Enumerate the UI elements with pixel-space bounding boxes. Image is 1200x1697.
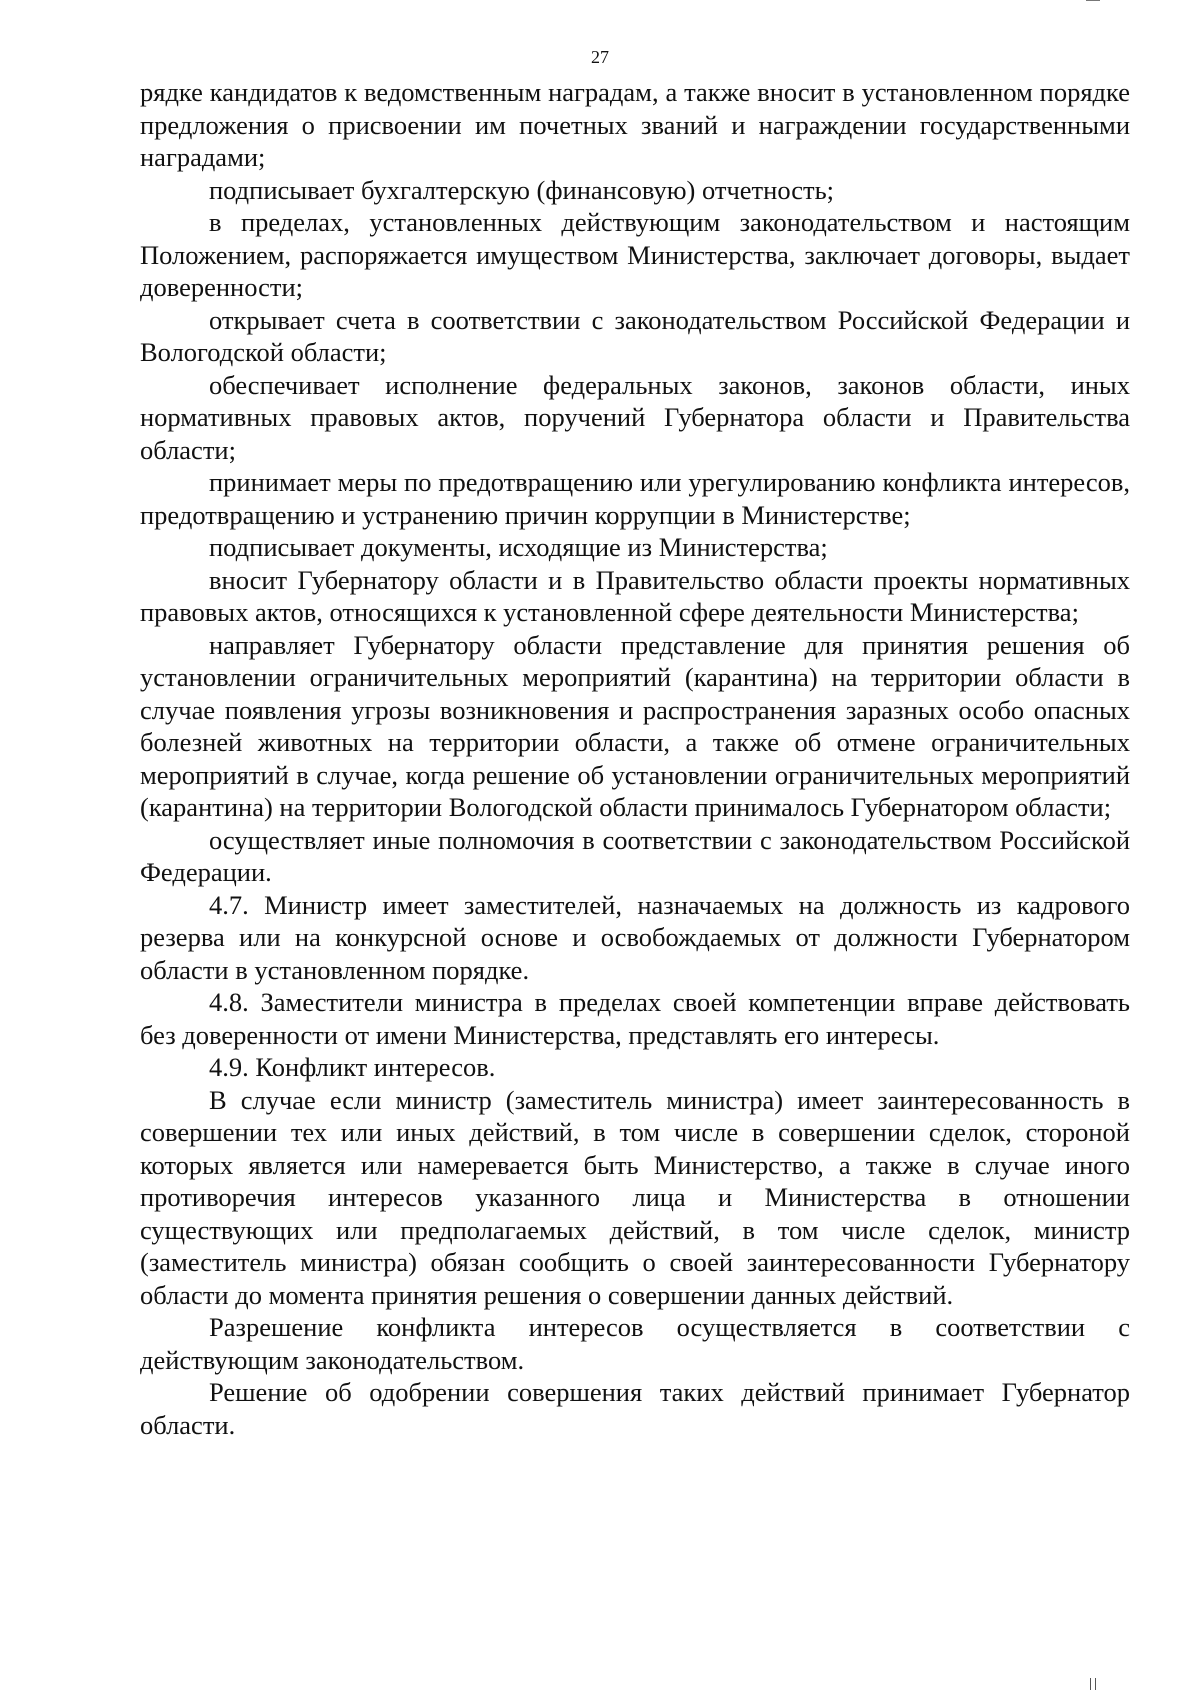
page-number: 27 (591, 47, 609, 67)
paragraph: вносит Губернатору области и в Правительство области проекты нормативных правовых актов, относящихся к установленной сфере деятельности Министерства; (140, 564, 1130, 627)
paragraph-continuation: рядке кандидатов к ведомственным наградам, а также вносит в установленном порядке предложения о присвоении им почетных званий и награждении государственными наградами; (140, 77, 1130, 172)
clause-4-8: 4.8. Заместители министра в пределах своей компетенции вправе действовать без доверенности от имени Министерства, представлять его интересы. (140, 987, 1130, 1050)
scan-artifact-bottom (1090, 1677, 1108, 1691)
paragraph: в пределах, установленных действующим законодательством и настоящим Положением, распоряжается имуществом Министерства, заключает договоры, выдает доверенности; (140, 207, 1130, 302)
paragraph: Разрешение конфликта интересов осуществляется в соответствии с действующим законодательством. (140, 1312, 1130, 1375)
paragraph: В случае если министр (заместитель министра) имеет заинтересованность в совершении тех или иных действий, в том числе в совершении сделок, стороной которых является или намеревается быть Министерство, а также в случае иного противоречия интересов указанного лица и Министерства в отношении существующих или предполагаемых действий, в том числе сделок, министр (заместитель министра) обязан сообщить о своей заинтересованности Губернатору области до момента принятия решения о совершении данных действий. (140, 1084, 1130, 1310)
paragraph: Решение об одобрении совершения таких действий принимает Губернатор области. (140, 1377, 1130, 1440)
document-body (140, 76, 1130, 1441)
clause-4-7: 4.7. Министр имеет заместителей, назначаемых на должность из кадрового резерва или на конкурсной основе и освобождаемых от должности Губернатором области в установленном порядке. (140, 889, 1130, 985)
clause-4-9-heading: 4.9. Конфликт интересов. (209, 1052, 496, 1082)
paragraph: направляет Губернатору области представление для принятия решения об установлении ограничительных мероприятий (карантина) на территории области в случае появления угрозы возникновения и распространения заразных особо опасных болезней животных на территории области, а также об отмене ограничительных мероприятий в случае, когда решение об установлении ограничительных мероприятий (карантина) на территории Вологодской области принималось Губернатором области; (140, 629, 1130, 822)
scan-artifact-top (1086, 0, 1100, 3)
paragraph: подписывает документы, исходящие из Министерства; (209, 532, 828, 562)
paragraph: подписывает бухгалтерскую (финансовую) отчетность; (209, 174, 835, 205)
paragraph: принимает меры по предотвращению или урегулированию конфликта интересов, предотвращению и устранению причин коррупции в Министерстве; (140, 467, 1130, 530)
paragraph: открывает счета в соответствии с законодательством Российской Федерации и Вологодской области; (140, 304, 1130, 367)
paragraph: осуществляет иные полномочия в соответствии с законодательством Российской Федерации. (140, 824, 1130, 887)
paragraph: обеспечивает исполнение федеральных законов, законов области, иных нормативных правовых актов, поручений Губернатора области и Правительства области; (140, 369, 1130, 465)
